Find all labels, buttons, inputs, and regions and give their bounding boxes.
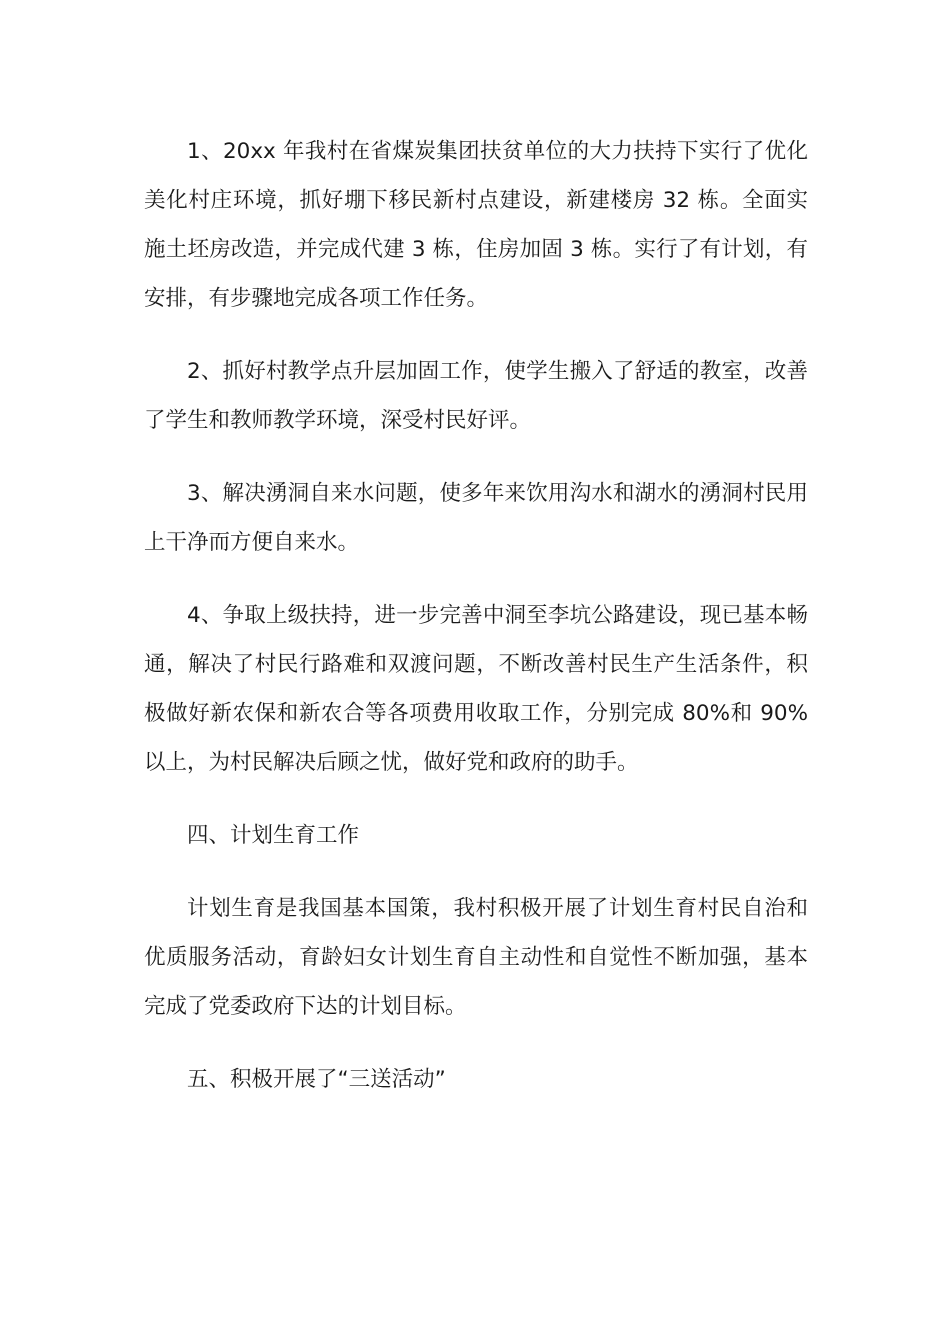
paragraph-item-2: 2、抓好村教学点升层加固工作，使学生搬入了舒适的教室，改善了学生和教师教学环境，深受村民好评。 (144, 359, 808, 433)
section-four-heading: 四、计划生育工作 (187, 823, 360, 848)
section-four-body: 计划生育是我国基本国策，我村积极开展了计划生育村民自治和优质服务活动，育龄妇女计划生育自主动性和自觉性不断加强，基本完成了党委政府下达的计划目标。 (144, 896, 808, 1019)
paragraph-item-4: 4、争取上级扶持，进一步完善中洞至李坑公路建设，现已基本畅通，解决了村民行路难和双渡问题，不断改善村民生产生活条件，积极做好新农保和新农合等各项费用收取工作，分别完成 80%和 90%以上，为村民解决后顾之忧，做好党和政府的助手。 (144, 603, 808, 775)
paragraph-item-1: 1、20xx 年我村在省煤炭集团扶贫单位的大力扶持下实行了优化美化村庄环境，抓好堋下移民新村点建设，新建楼房 32 栋。全面实施土坯房改造，并完成代建 3 栋，住房加固 3 栋。实行了有计划，有安排，有步骤地完成各项工作任务。 (144, 139, 808, 311)
document-body (144, 127, 808, 1128)
paragraph-item-3: 3、解决湧洞自来水问题，使多年来饮用沟水和湖水的湧洞村民用上干净而方便自来水。 (144, 481, 808, 555)
section-five-heading: 五、积极开展了“三送活动” (187, 1067, 446, 1092)
